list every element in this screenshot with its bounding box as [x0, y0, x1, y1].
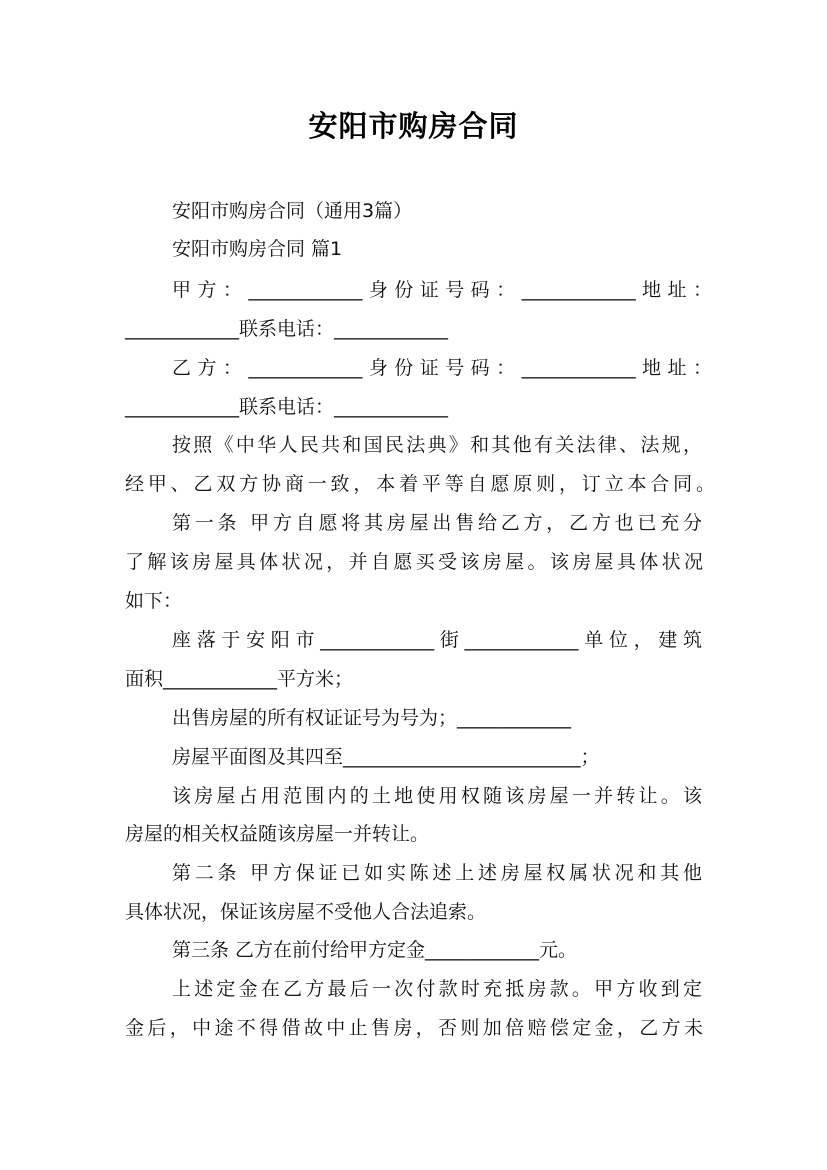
text-line	[0, 625, 827, 655]
text-line	[0, 819, 827, 849]
text-line	[0, 392, 827, 422]
text-line	[0, 974, 827, 1004]
line-text: 第一条 甲方自愿将其房屋出售给乙方，乙方也已充分	[172, 512, 702, 534]
line-text: 该房屋占用范围内的土地使用权随该房屋一并转让。该	[172, 785, 702, 807]
line-text: 第二条 甲方保证已如实陈述上述房屋权属状况和其他	[172, 862, 702, 884]
line-text: 房屋平面图及其四至_________________________；	[172, 746, 600, 768]
text-line	[0, 664, 827, 694]
text-line	[0, 547, 827, 577]
text-line	[0, 586, 827, 616]
text-line	[0, 703, 827, 733]
line-text: 出售房屋的所有权证证号为号为；____________	[172, 707, 572, 729]
text-line	[0, 897, 827, 927]
line-text: 第三条 乙方在前付给甲方定金____________元。	[172, 939, 578, 961]
text-line	[0, 234, 827, 264]
line-text: 按照《中华人民共和国民法典》和其他有关法律、法规，	[172, 434, 702, 456]
document-title: 安阳市购房合同	[308, 109, 519, 143]
text-line	[0, 314, 827, 344]
line-text: 具体状况，保证该房屋不受他人合法追索。	[125, 901, 487, 923]
text-line	[0, 742, 827, 772]
line-text: 安阳市购房合同 篇1	[172, 238, 343, 260]
line-text: ____________联系电话：____________	[125, 318, 449, 340]
text-line	[0, 353, 827, 383]
line-text: 了解该房屋具体状况，并自愿买受该房屋。该房屋具体状况	[125, 551, 703, 573]
text-line	[0, 430, 827, 460]
text-line	[0, 781, 827, 811]
line-text: 甲方：____________身份证号码：____________地址：	[172, 279, 712, 301]
line-text: 上述定金在乙方最后一次付款时充抵房款。甲方收到定	[172, 978, 702, 1000]
line-text: 房屋的相关权益随该房屋一并转让。	[125, 823, 430, 845]
line-text: ____________联系电话：____________	[125, 396, 449, 418]
text-line	[0, 275, 827, 305]
line-text: 面积____________平方米；	[125, 668, 354, 690]
text-line	[0, 1013, 827, 1043]
line-text: 金后，中途不得借故中止售房，否则加倍赔偿定金，乙方未	[125, 1017, 703, 1039]
line-text: 经甲、乙双方协商一致，本着平等自愿原则，订立本合同。	[125, 473, 715, 495]
line-text: 安阳市购房合同（通用3篇）	[172, 200, 413, 222]
text-line	[0, 508, 827, 538]
text-line	[0, 858, 827, 888]
text-line	[0, 469, 827, 499]
text-line	[0, 935, 827, 965]
line-text: 乙方：____________身份证号码：____________地址：	[172, 357, 712, 379]
text-line	[0, 196, 827, 226]
line-text: 座落于安阳市____________街____________单位，建筑	[172, 629, 702, 651]
line-text: 如下：	[125, 590, 183, 612]
